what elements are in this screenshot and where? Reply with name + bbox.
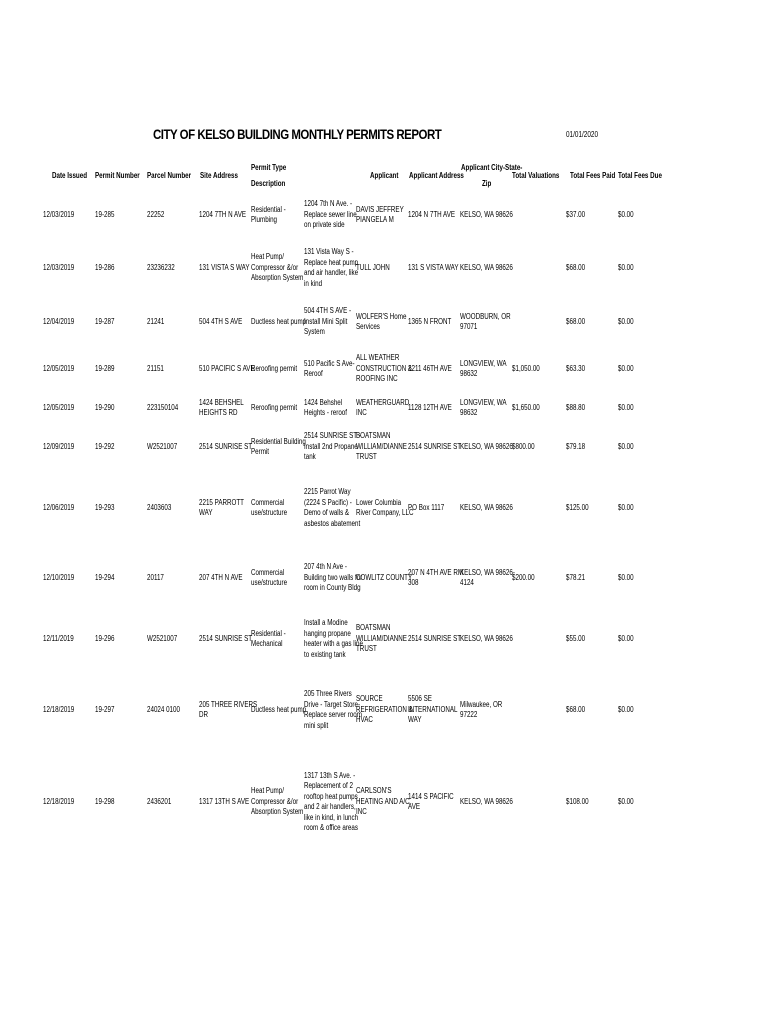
description-cell: 2215 Parrot Way	[304, 487, 351, 496]
col-header-total-valuations: Total Valuations	[512, 171, 560, 180]
applicant-city-state-zip-cell: Milwaukee, OR	[460, 699, 503, 709]
report-title: CITY OF KELSO BUILDING MONTHLY PERMITS REPORT	[153, 126, 442, 142]
col-header-applicant-zip: Zip	[482, 179, 492, 188]
permit-number-cell: 19-287	[95, 316, 115, 326]
permit-number-cell: 19-293	[95, 502, 115, 512]
permit-number-cell: 19-290	[95, 402, 115, 412]
date-issued-cell: 12/11/2019	[43, 633, 74, 643]
applicant-cell: ALL WEATHER	[356, 353, 400, 363]
applicant-cell: WEATHERGUARD	[356, 397, 410, 407]
total-valuations-cell: $1,650.00	[512, 402, 540, 412]
description-cell: 510 Pacific S Ave-	[304, 358, 355, 368]
site-address-cell: 1424 BEHSHEL	[199, 397, 244, 407]
description-cell: on private side	[304, 220, 345, 230]
description-cell: 1424 Behshel	[304, 397, 343, 407]
parcel-number-cell: 23236232	[147, 262, 175, 272]
applicant-cell: River Company, LLC	[356, 508, 414, 517]
total-valuations-cell: $800.00	[512, 441, 535, 451]
parcel-number-cell: 22252	[147, 209, 165, 219]
total-fees-due-cell: $0.00	[618, 316, 634, 326]
permit-type-cell: Commercial	[251, 567, 285, 577]
permit-type-cell: Residential -	[251, 628, 286, 638]
applicant-address-cell: 5506 SE	[408, 694, 432, 704]
permit-number-cell: 19-289	[95, 363, 115, 373]
description-cell: 504 4TH S AVE -	[304, 306, 352, 316]
total-fees-due-cell: $0.00	[618, 633, 634, 643]
applicant-address-cell: PO Box 1117	[408, 502, 445, 512]
total-fees-due-cell: $0.00	[618, 402, 634, 412]
permit-type-cell: Mechanical	[251, 639, 283, 648]
applicant-address-cell: 2514 SUNRISE ST	[408, 441, 462, 451]
applicant-city-state-zip-cell: 97222	[460, 710, 478, 719]
parcel-number-cell: 24024 0100	[147, 704, 180, 714]
applicant-city-state-zip-cell: KELSO, WA 98626	[460, 796, 513, 806]
permit-type-cell: use/structure	[251, 578, 288, 587]
description-cell: Install a Modine	[304, 618, 348, 627]
site-address-cell: 510 PACIFIC S AVE	[199, 363, 255, 373]
permit-number-cell: 19-286	[95, 262, 115, 272]
applicant-address-cell: 1414 S PACIFIC	[408, 791, 454, 801]
permit-type-cell: Plumbing	[251, 215, 278, 224]
description-cell: Install Mini Split	[304, 316, 348, 326]
applicant-cell: CARLSON'S	[356, 786, 392, 796]
date-issued-cell: 12/10/2019	[43, 572, 75, 582]
applicant-cell: WILLIAM/DIANNE	[356, 441, 407, 451]
permit-type-cell: Permit	[251, 447, 270, 456]
applicant-cell: Lower Columbia	[356, 497, 402, 507]
applicant-city-state-zip-cell: 97071	[460, 322, 478, 331]
date-issued-cell: 12/03/2019	[43, 262, 75, 272]
parcel-number-cell: W2521007	[147, 441, 178, 451]
applicant-cell: HVAC	[356, 715, 373, 725]
permit-type-cell: Reroofing permit	[251, 363, 298, 373]
applicant-address-cell: INTERNATIONAL	[408, 704, 458, 714]
permit-number-cell: 19-285	[95, 209, 115, 219]
total-fees-due-cell: $0.00	[618, 209, 634, 219]
permit-type-cell: Compressor &/or	[251, 262, 299, 272]
applicant-address-cell: 131 S VISTA WAY	[408, 262, 459, 272]
description-cell: Replace sewer line	[304, 209, 357, 219]
total-fees-due-cell: $0.00	[618, 572, 634, 582]
description-cell: in kind	[304, 278, 323, 288]
applicant-address-cell: 207 N 4TH AVE RM	[408, 567, 464, 577]
total-fees-due-cell: $0.00	[618, 262, 634, 272]
parcel-number-cell: 2403603	[147, 502, 172, 512]
parcel-number-cell: W2521007	[147, 633, 178, 643]
description-cell: Replacement of 2	[304, 781, 353, 790]
date-issued-cell: 12/06/2019	[43, 502, 75, 512]
total-fees-due-cell: $0.00	[618, 502, 634, 512]
applicant-cell: BOATSMAN	[356, 623, 391, 633]
description-cell: System	[304, 327, 325, 337]
applicant-cell: TRUST	[356, 644, 377, 654]
applicant-city-state-zip-cell: KELSO, WA 98626-	[460, 567, 515, 577]
applicant-cell: INC	[356, 408, 367, 417]
applicant-address-cell: 2514 SUNRISE ST	[408, 633, 462, 643]
site-address-cell: HEIGHTS RD	[199, 408, 238, 417]
col-header-parcel-number: Parcel Number	[147, 171, 192, 180]
date-issued-cell: 12/18/2019	[43, 704, 75, 714]
applicant-cell: COWLITZ COUNTY	[356, 572, 413, 582]
applicant-city-state-zip-cell: KELSO, WA 98626	[460, 502, 513, 512]
permit-type-cell: Compressor &/or	[251, 796, 299, 806]
applicant-address-cell: 308	[408, 578, 419, 587]
description-cell: 131 Vista Way S -	[304, 247, 354, 256]
total-fees-due-cell: $0.00	[618, 363, 634, 373]
total-valuations-cell: $200.00	[512, 572, 535, 582]
permit-type-cell: Commercial	[251, 497, 285, 507]
permit-number-cell: 19-294	[95, 572, 115, 582]
col-header-applicant-address: Applicant Address	[409, 171, 464, 180]
applicant-city-state-zip-cell: 98632	[460, 369, 478, 378]
applicant-city-state-zip-cell: KELSO, WA 98626	[460, 441, 513, 451]
applicant-city-state-zip-cell: KELSO, WA 98626	[460, 262, 513, 272]
total-fees-due-cell: $0.00	[618, 441, 634, 451]
parcel-number-cell: 2436201	[147, 796, 172, 806]
applicant-cell: SOURCE	[356, 694, 383, 704]
date-issued-cell: 12/05/2019	[43, 363, 75, 373]
site-address-cell: 504 4TH S AVE	[199, 316, 243, 326]
site-address-cell: 205 THREE RIVERS	[199, 699, 258, 709]
parcel-number-cell: 21241	[147, 316, 165, 326]
permit-type-cell: Residential Building	[251, 436, 306, 446]
date-issued-cell: 12/18/2019	[43, 796, 75, 806]
col-header-permit-type: Permit Type	[251, 163, 287, 172]
total-fees-due-cell: $0.00	[618, 704, 634, 714]
applicant-cell: CONSTRUCTION &	[356, 363, 413, 373]
applicant-city-state-zip-cell: WOODBURN, OR	[460, 311, 511, 321]
total-fees-paid-cell: $68.00	[566, 704, 586, 714]
description-cell: Replace heat pump	[304, 257, 359, 267]
applicant-cell: PIANGELA M	[356, 215, 394, 224]
applicant-cell: TRUST	[356, 452, 377, 462]
total-fees-paid-cell: $68.00	[566, 316, 586, 326]
total-fees-paid-cell: $37.00	[566, 209, 586, 219]
date-issued-cell: 12/09/2019	[43, 441, 75, 451]
permit-number-cell: 19-298	[95, 796, 115, 806]
applicant-address-cell: WAY	[408, 715, 422, 725]
description-cell: rooftop heat pumps	[304, 791, 358, 801]
total-fees-due-cell: $0.00	[618, 796, 634, 806]
applicant-cell: BOATSMAN	[356, 431, 391, 441]
description-cell: (2224 S Pacific) -	[304, 497, 352, 507]
description-cell: heater with a gas line	[304, 639, 363, 648]
permit-number-cell: 19-297	[95, 704, 115, 714]
description-cell: Replace server room	[304, 710, 362, 719]
total-fees-paid-cell: $55.00	[566, 633, 586, 643]
applicant-cell: WILLIAM/DIANNE	[356, 633, 407, 643]
col-header-site-address: Site Address	[200, 171, 238, 180]
applicant-cell: REFRIGERATION &	[356, 704, 413, 714]
description-cell: asbestos abatement	[304, 518, 361, 528]
description-cell: 2514 SUNRISE ST -	[304, 431, 361, 441]
date-issued-cell: 12/05/2019	[43, 402, 75, 412]
col-header-total-fees-due: Total Fees Due	[618, 171, 662, 180]
site-address-cell: 207 4TH N AVE	[199, 572, 243, 582]
total-fees-paid-cell: $68.00	[566, 262, 586, 272]
description-cell: 1317 13th S Ave. -	[304, 770, 356, 780]
col-header-date-issued: Date Issued	[52, 171, 88, 180]
description-cell: and 2 air handlers,	[304, 802, 356, 811]
description-cell: mini split	[304, 720, 329, 730]
description-cell: room in County Bldg	[304, 583, 361, 593]
applicant-city-state-zip-cell: 98632	[460, 408, 478, 417]
description-cell: 207 4th N Ave -	[304, 562, 347, 572]
description-cell: tank	[304, 452, 316, 462]
description-cell: Drive - Target Store-	[304, 699, 361, 709]
description-cell: Reroof	[304, 369, 323, 378]
report-date: 01/01/2020	[566, 130, 599, 139]
col-header-description: Description	[251, 179, 286, 188]
applicant-cell: Services	[356, 322, 380, 331]
description-cell: like in kind, in lunch	[304, 812, 359, 822]
col-header-permit-number: Permit Number	[95, 171, 140, 180]
site-address-cell: DR	[199, 710, 209, 719]
site-address-cell: 131 VISTA S WAY	[199, 262, 250, 272]
site-address-cell: 1317 13TH S AVE	[199, 796, 250, 806]
parcel-number-cell: 21151	[147, 363, 164, 373]
applicant-cell: TULL JOHN	[356, 262, 390, 272]
total-fees-paid-cell: $108.00	[566, 796, 589, 806]
parcel-number-cell: 20117	[147, 572, 164, 582]
permit-type-cell: Absorption System	[251, 273, 304, 283]
applicant-cell: HEATING AND A/C	[356, 796, 410, 806]
applicant-cell: WOLFER'S Home	[356, 311, 407, 321]
col-header-applicant-csz: Applicant City-State-	[461, 163, 523, 172]
parcel-number-cell: 223150104	[147, 402, 179, 412]
permit-number-cell: 19-292	[95, 441, 115, 451]
description-cell: Install 2nd Propane	[304, 441, 358, 451]
applicant-cell: INC	[356, 807, 367, 817]
applicant-address-cell: 1365 N FRONT	[408, 316, 452, 326]
applicant-cell: DAVIS JEFFREY	[356, 204, 404, 214]
applicant-address-cell: AVE	[408, 802, 421, 811]
total-fees-paid-cell: $79.18	[566, 441, 586, 451]
site-address-cell: 2514 SUNRISE ST	[199, 633, 253, 643]
description-cell: Heights - reroof	[304, 408, 348, 417]
applicant-address-cell: 2211 46TH AVE	[408, 363, 452, 373]
description-cell: 1204 7th N Ave. -	[304, 199, 353, 209]
date-issued-cell: 12/03/2019	[43, 209, 75, 219]
permit-type-cell: Ductless heat pump	[251, 704, 307, 714]
applicant-city-state-zip-cell: KELSO, WA 98626	[460, 209, 513, 219]
description-cell: 205 Three Rivers	[304, 689, 352, 698]
description-cell: to existing tank	[304, 649, 346, 659]
total-fees-paid-cell: $125.00	[566, 502, 589, 512]
applicant-city-state-zip-cell: KELSO, WA 98626	[460, 633, 513, 643]
permit-type-cell: Heat Pump/	[251, 786, 284, 796]
description-cell: room & office areas	[304, 823, 358, 832]
col-header-total-fees-paid: Total Fees Paid	[570, 171, 616, 180]
site-address-cell: 1204 7TH N AVE	[199, 209, 247, 219]
site-address-cell: 2215 PARROTT	[199, 497, 244, 507]
site-address-cell: WAY	[199, 508, 213, 517]
site-address-cell: 2514 SUNRISE ST	[199, 441, 253, 451]
applicant-city-state-zip-cell: LONGVIEW, WA	[460, 358, 507, 368]
applicant-city-state-zip-cell: LONGVIEW, WA	[460, 397, 507, 407]
permit-type-cell: Reroofing permit	[251, 402, 298, 412]
applicant-address-cell: 1204 N 7TH AVE	[408, 209, 456, 219]
permit-number-cell: 19-296	[95, 633, 115, 643]
permit-type-cell: Residential -	[251, 204, 286, 214]
applicant-cell: ROOFING INC	[356, 374, 398, 384]
description-cell: hanging propane	[304, 628, 351, 638]
permit-type-cell: Ductless heat pump	[251, 316, 307, 326]
description-cell: and air handler, like	[304, 268, 359, 277]
total-fees-paid-cell: $78.21	[566, 572, 586, 582]
permit-type-cell: Absorption System	[251, 807, 304, 817]
description-cell: Demo of walls &	[304, 508, 350, 517]
applicant-address-cell: 1128 12TH AVE	[408, 402, 452, 412]
permit-type-cell: Heat Pump/	[251, 252, 284, 262]
permit-type-cell: use/structure	[251, 508, 288, 517]
col-header-applicant: Applicant	[370, 171, 399, 180]
applicant-city-state-zip-cell: 4124	[460, 578, 474, 587]
total-valuations-cell: $1,050.00	[512, 363, 540, 373]
total-fees-paid-cell: $88.80	[566, 402, 586, 412]
description-cell: Building two walls for	[304, 572, 363, 582]
total-fees-paid-cell: $63.30	[566, 363, 586, 373]
date-issued-cell: 12/04/2019	[43, 316, 75, 326]
